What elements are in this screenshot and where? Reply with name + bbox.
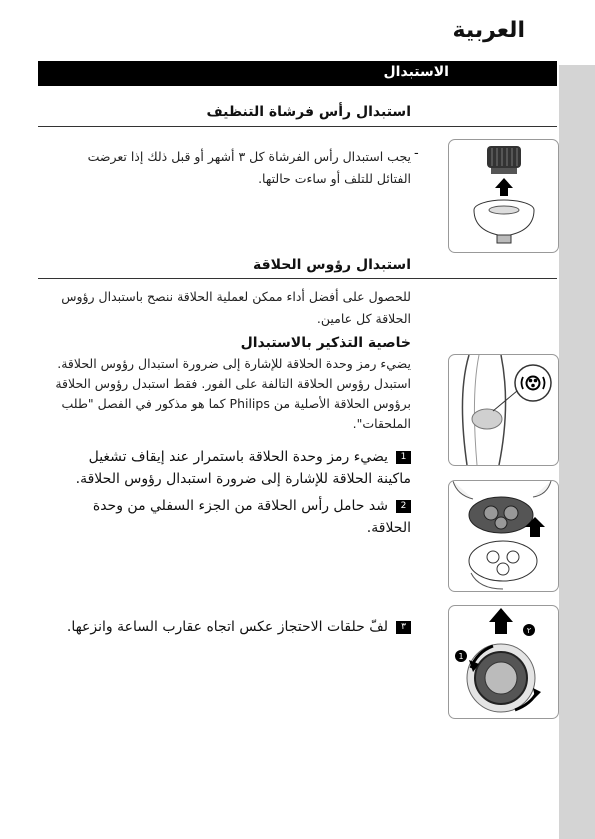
brush-figure: [448, 139, 559, 253]
heads-intro: للحصول على أفضل أداء ممكن لعملية الحلاقة ننصح باستبدال رؤوس الحلاقة كل عامين.: [61, 289, 411, 326]
step-3-number: ٣: [396, 621, 411, 634]
ring-figure: [448, 605, 559, 719]
step-3: [51, 616, 411, 638]
arrow-2-label: ٢: [526, 626, 532, 635]
side-strip: [559, 65, 595, 839]
brush-heading: استبدال رأس فرشاة التنظيف: [206, 104, 411, 120]
step-2-number: 2: [396, 500, 411, 513]
brush-bullet-text: يجب استبدال رأس الفرشاة كل ٣ أشهر أو قبل ذلك إذا تعرضت الفتائل للتلف أو ساءت حالتها.: [87, 149, 411, 186]
brush-head-illustration: [449, 140, 558, 252]
retaining-ring-illustration: [449, 606, 558, 718]
section-title: الاستبدال: [383, 64, 449, 80]
step-1-number: 1: [396, 451, 411, 464]
holder-figure: [448, 480, 559, 592]
bullet-dash: -: [414, 146, 419, 161]
step-1-text: يضيء رمز وحدة الحلاقة باستمرار عند إيقاف تشغيل ماكينة الحلاقة للإشارة إلى ضرورة استبدال رؤوس الحلاقة.: [75, 449, 411, 487]
step-2-text: شد حامل رأس الحلاقة من الجزء السفلي من وحدة الحلاقة.: [92, 498, 411, 536]
page-language: العربية: [452, 18, 525, 43]
arrow-1-label: 1: [458, 652, 464, 661]
section-banner: [38, 61, 557, 86]
step-3-text: لفّ حلقات الاحتجاز عكس اتجاه عقارب الساعة وانزعها.: [66, 619, 388, 635]
brush-heading-rule: [38, 126, 557, 127]
shaving-unit-illustration: [449, 481, 558, 591]
reminder-text: يضيء رمز وحدة الحلاقة للإشارة إلى ضرورة استبدال رؤوس الحلاقة. استبدل رؤوس الحلاقة التالفة على الفور. فقط استبدل رؤوس الحلاقة برؤوس الحلاقة الأصلية من Philips كما هو مذكور في الفصل "طلب الملحقات".: [55, 356, 411, 431]
heads-heading-rule: [38, 278, 557, 279]
reminder-figure: [448, 354, 559, 466]
reminder-heading: خاصية التذكير بالاستبدال: [240, 335, 411, 351]
step-2: [51, 495, 411, 539]
heads-heading: استبدال رؤوس الحلاقة: [253, 257, 411, 273]
step-1: [51, 446, 411, 490]
shaver-reminder-illustration: [449, 355, 558, 465]
